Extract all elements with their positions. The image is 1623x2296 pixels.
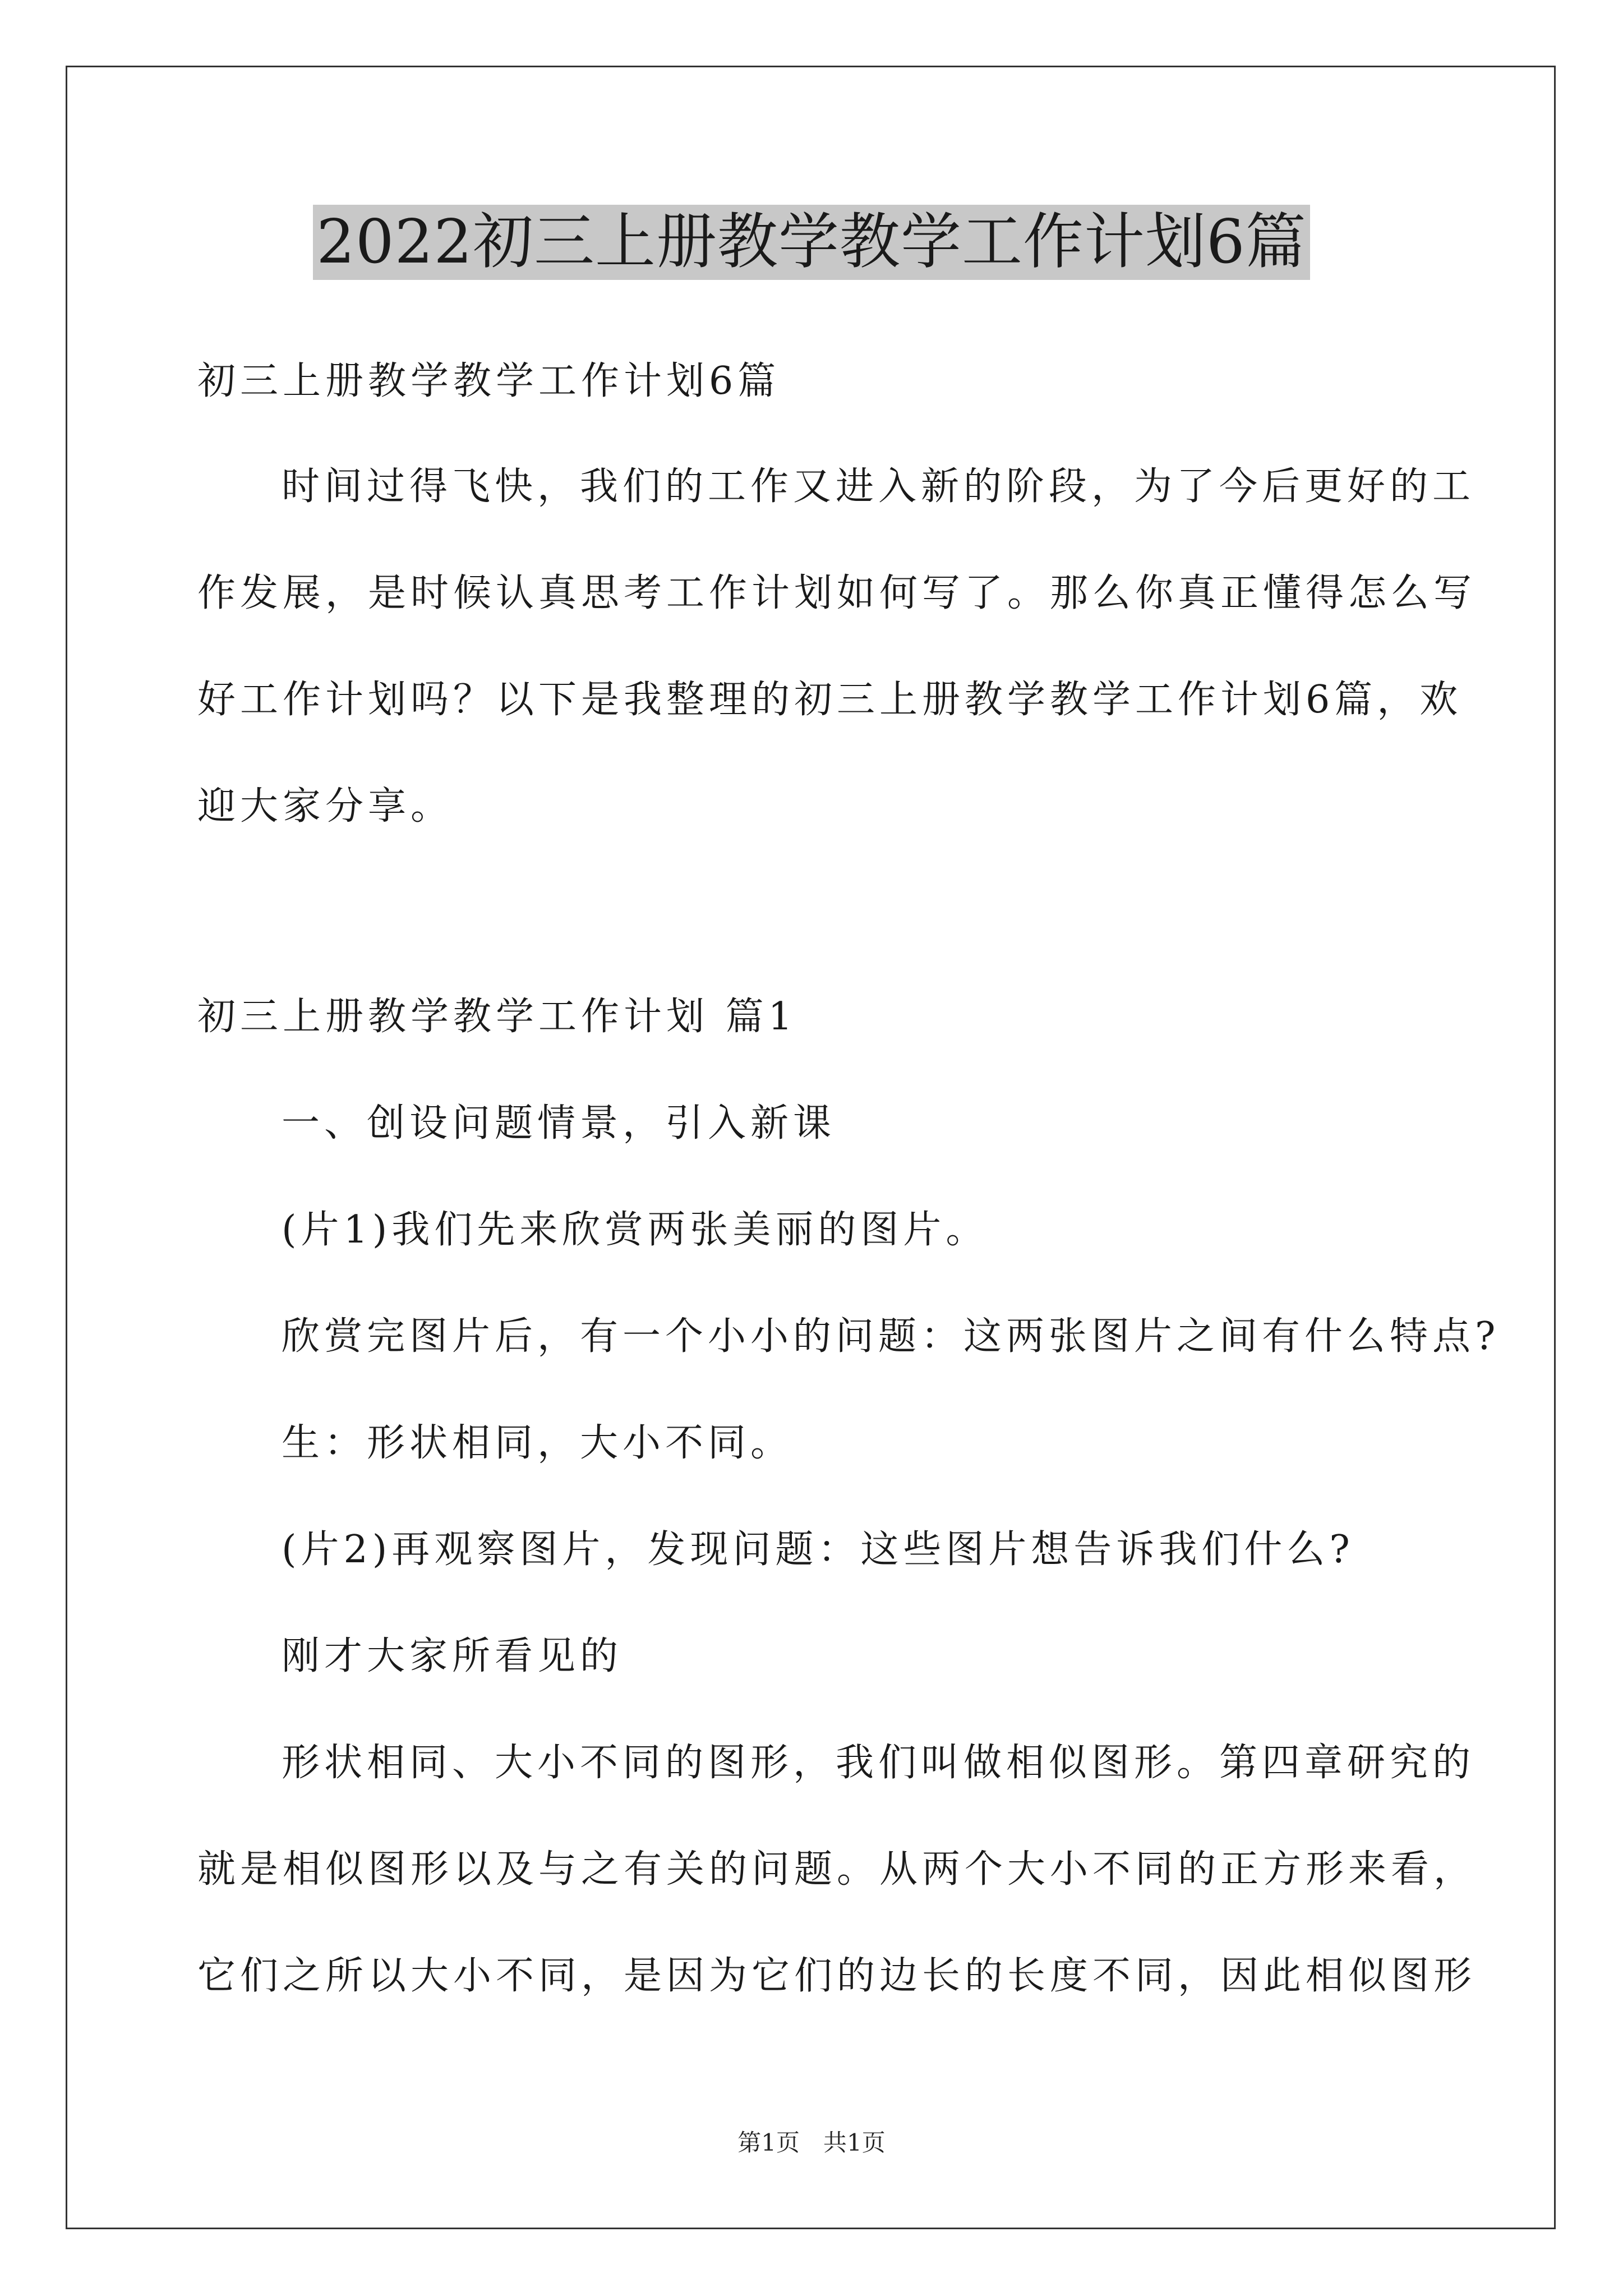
paragraph-line: 好工作计划吗？以下是我整理的初三上册教学教学工作计划6篇，欢 — [197, 678, 1463, 722]
paragraph-line: 刚才大家所看见的 — [282, 1634, 623, 1678]
paragraph-line: (片1)我们先来欣赏两张美丽的图片。 — [282, 1208, 989, 1252]
paragraph-line: 欣赏完图片后，有一个小小的问题：这两张图片之间有什么特点? — [282, 1314, 1500, 1359]
title-wrap — [0, 205, 1623, 280]
paragraph-line: 一、创设问题情景，引入新课 — [282, 1101, 836, 1145]
paragraph-line: 就是相似图形以及与之有关的问题。从两个大小不同的正方形来看， — [197, 1847, 1477, 1892]
paragraph-line: 作发展，是时候认真思考工作计划如何写了。那么你真正懂得怎么写 — [197, 571, 1477, 615]
paragraph-line: (片2)再观察图片，发现问题：这些图片想告诉我们什么? — [282, 1527, 1354, 1572]
paragraph-line: 它们之所以大小不同，是因为它们的边长的长度不同，因此相似图形 — [197, 1954, 1477, 1998]
paragraph-line: 形状相同、大小不同的图形，我们叫做相似图形。第四章研究的 — [282, 1741, 1476, 1785]
paragraph-line: 生：形状相同，大小不同。 — [282, 1421, 794, 1465]
paragraph-line: 迎大家分享。 — [197, 784, 454, 829]
page-footer: 第1页 共1页 — [737, 2129, 886, 2156]
section-heading: 初三上册教学教学工作计划 篇1 — [197, 995, 797, 1039]
document-title: 2022初三上册教学教学工作计划6篇 — [313, 205, 1310, 280]
paragraph-line: 时间过得飞快，我们的工作又进入新的阶段，为了今后更好的工 — [282, 464, 1476, 509]
subtitle-line: 初三上册教学教学工作计划6篇 — [197, 359, 781, 403]
